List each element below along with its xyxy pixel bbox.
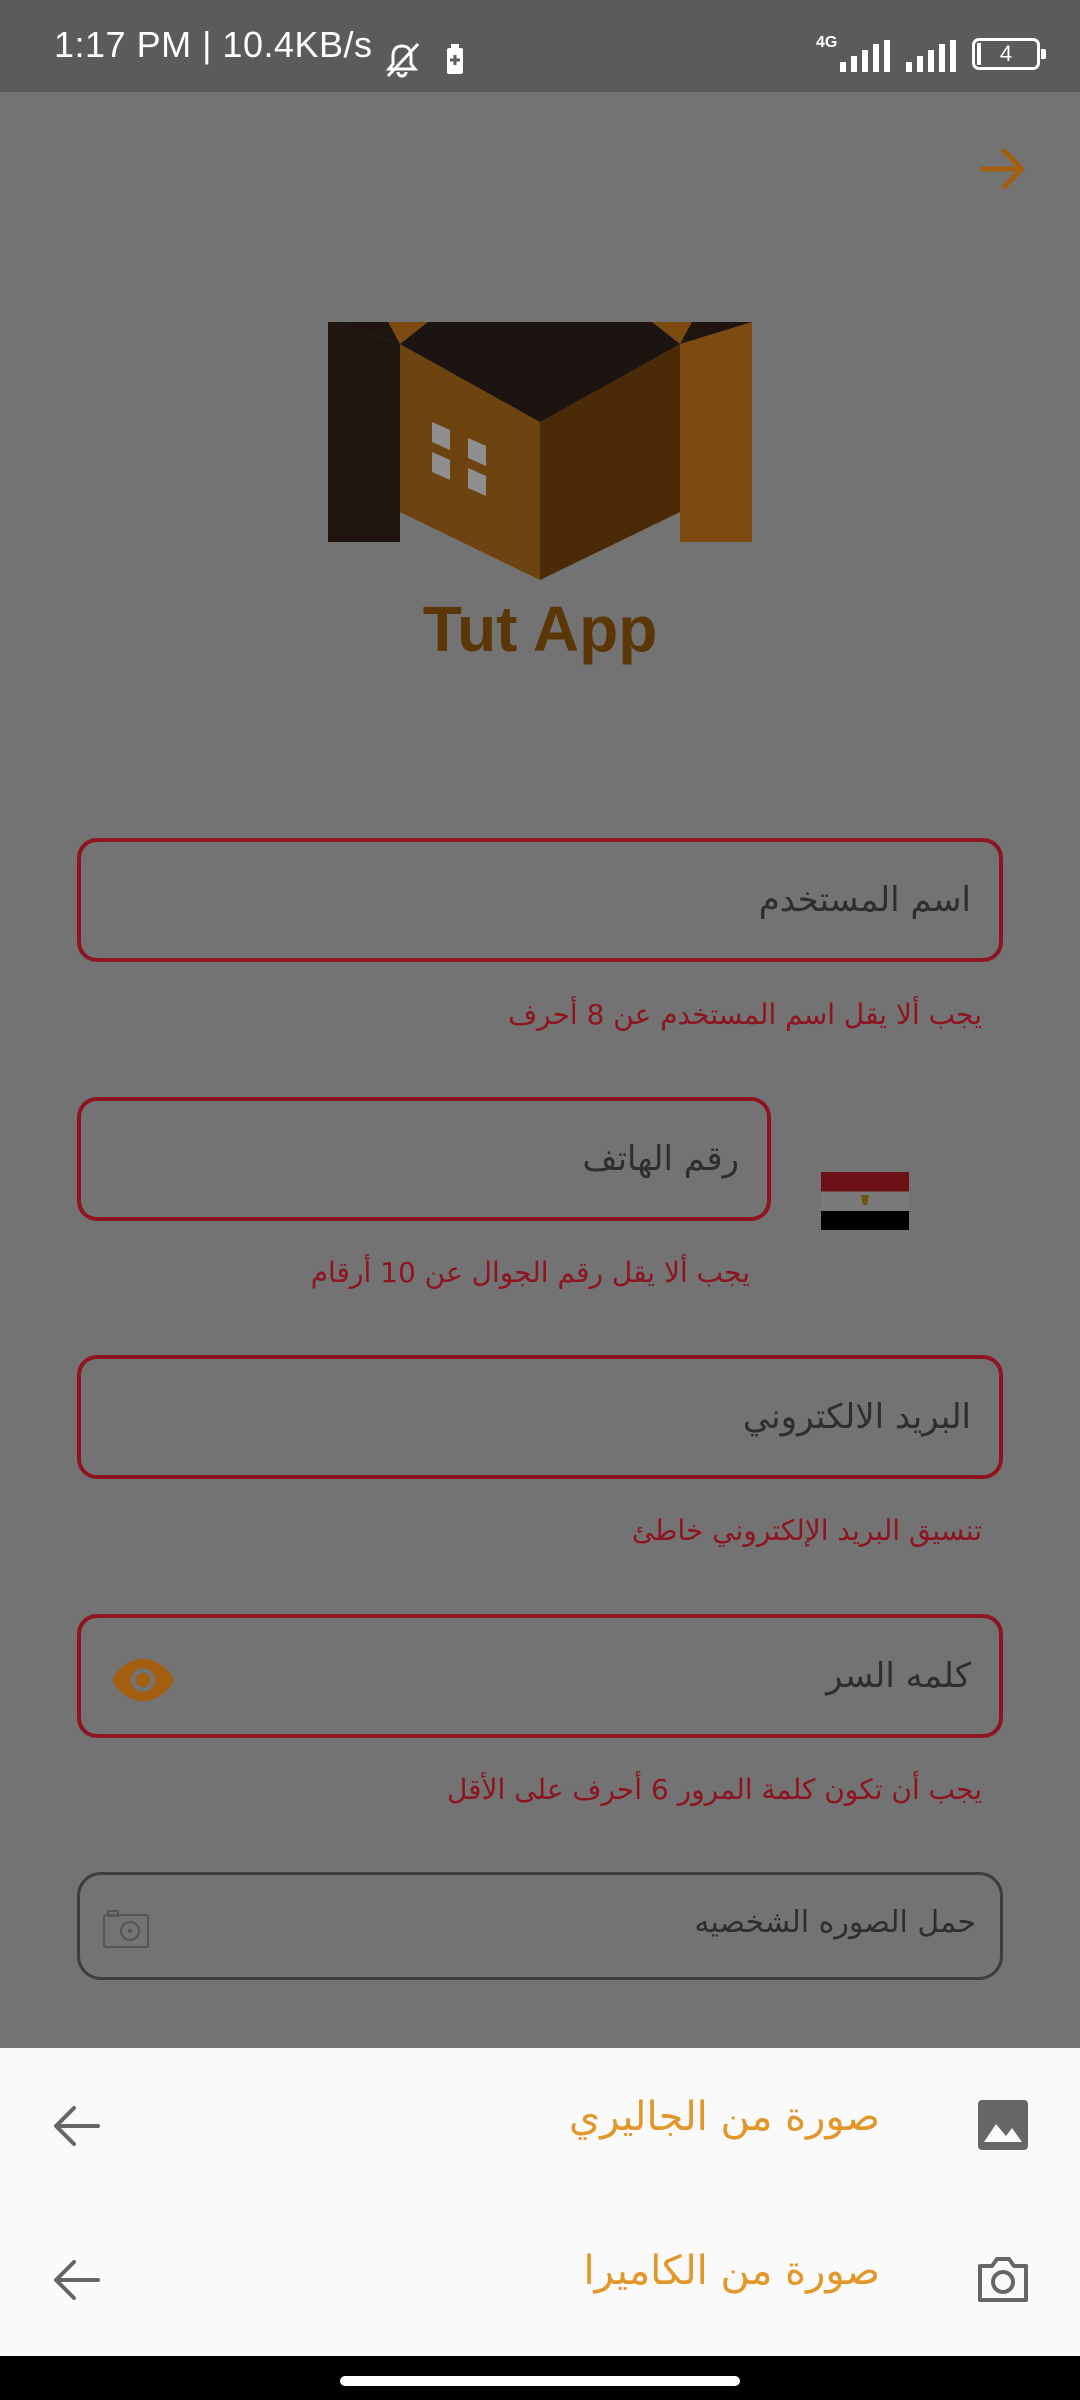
gallery-option-label: صورة من الجاليري xyxy=(568,2094,880,2140)
gallery-option[interactable] xyxy=(0,2048,1080,2202)
username-error: يجب ألا يقل اسم المستخدم عن 8 أحرف xyxy=(508,998,982,1031)
status-time: 1:17 PM | 10.4KB/s xyxy=(54,24,373,65)
camera-icon xyxy=(102,1909,150,1949)
profile-photo-label: حمل الصوره الشخصيه xyxy=(694,1905,976,1940)
mute-icon xyxy=(382,40,422,80)
signal-icon xyxy=(906,40,956,72)
navigation-bar xyxy=(0,2356,1080,2400)
image-source-sheet xyxy=(0,2048,1080,2356)
email-error: تنسيق البريد الإلكتروني خاطئ xyxy=(631,1514,982,1547)
username-input[interactable] xyxy=(81,842,999,958)
camera-option-label: صورة من الكاميرا xyxy=(583,2248,880,2294)
profile-photo-picker[interactable] xyxy=(77,1872,1003,1980)
egypt-flag-icon[interactable] xyxy=(821,1172,909,1230)
password-error: يجب أن تكون كلمة المرور 6 أحرف على الأقل xyxy=(446,1773,982,1806)
arrow-left-icon xyxy=(50,2104,102,2148)
arrow-right-icon[interactable] xyxy=(978,146,1028,192)
app-logo xyxy=(328,322,752,580)
eye-icon[interactable] xyxy=(110,1657,176,1703)
camera-icon xyxy=(976,2252,1030,2306)
battery-saver-icon xyxy=(445,44,465,76)
battery-icon: 4 xyxy=(972,38,1040,70)
password-input[interactable] xyxy=(81,1618,999,1734)
phone-field[interactable] xyxy=(77,1097,771,1221)
arrow-left-icon xyxy=(50,2258,102,2302)
email-input[interactable] xyxy=(81,1359,999,1475)
phone-input[interactable] xyxy=(81,1101,767,1217)
status-bar xyxy=(0,0,1080,92)
username-field[interactable] xyxy=(77,838,1003,962)
email-field[interactable] xyxy=(77,1355,1003,1479)
camera-option[interactable] xyxy=(0,2202,1080,2356)
signal-4g-icon: 4G xyxy=(840,40,890,72)
phone-error: يجب ألا يقل رقم الجوال عن 10 أرقام xyxy=(310,1256,750,1289)
app-name: Tut App xyxy=(422,593,658,665)
password-field[interactable] xyxy=(77,1614,1003,1738)
image-icon xyxy=(976,2098,1030,2152)
home-gesture-handle[interactable] xyxy=(340,2376,740,2386)
